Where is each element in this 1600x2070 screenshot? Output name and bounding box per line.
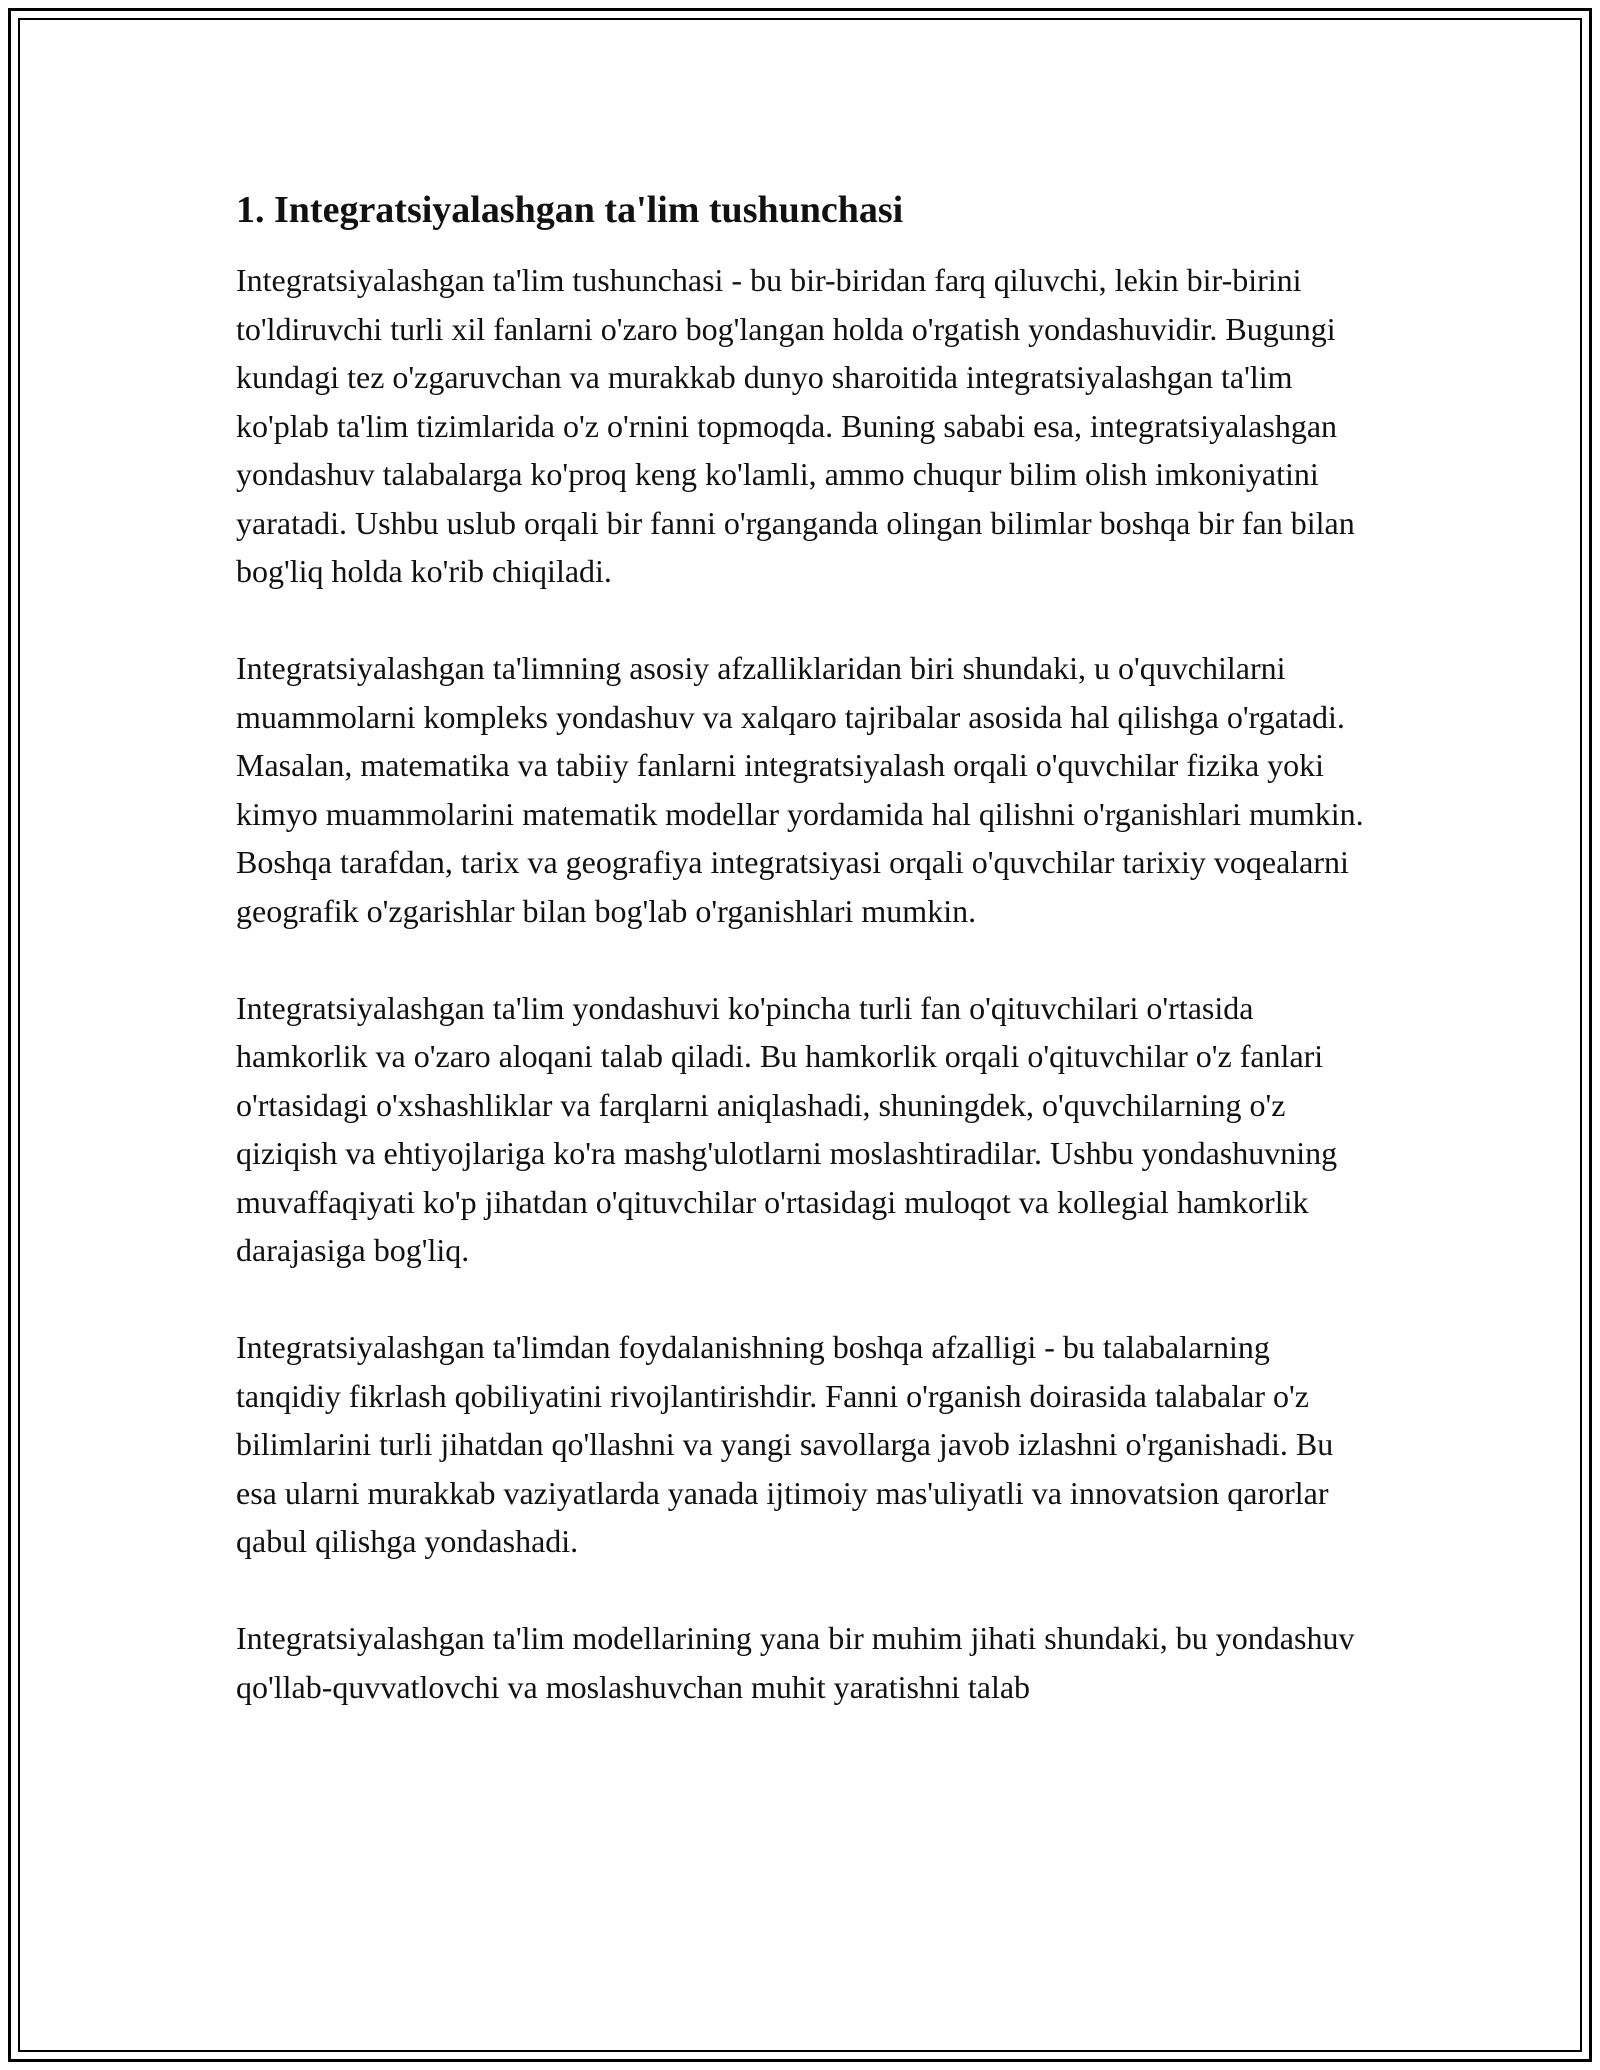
paragraph-2: Integratsiyalashgan ta'limning asosiy afzalliklaridan biri shundaki, u o'quvchilarni muammolarni kompleks yondashuv va xalqaro tajribalar asosida hal qilishga o'rgatadi. Masalan, matematika va tabiiy fanlarni integratsiyalash orqali o'quvchilar fizika yoki kimyo muammolarini matematik modellar yordamida hal qilishni o'rganishlari mumkin. Boshqa tarafdan, tarix va geografiya integratsiyasi orqali o'quvchilar tarixiy voqealarni geografik o'zgarishlar bilan bog'lab o'rganishlari mumkin. [236,650,1364,929]
paragraph-1: Integratsiyalashgan ta'lim tushunchasi - bu bir-biridan farq qiluvchi, lekin bir-birini to'ldiruvchi turli xil fanlarni o'zaro bog'langan holda o'rgatish yondashuvidir. Bugungi kundagi tez o'zgaruvchan va murakkab dunyo sharoitida integratsiyalashgan ta'lim ko'plab ta'lim tizimlarida o'z o'rnini topmoqda. Buning sababi esa, integratsiyalashgan yondashuv talabalarga ko'proq keng ko'lamli, ammo chuqur bilim olish imkoniyatini yaratadi. Ushbu uslub orqali bir fanni o'rganganda olingan bilimlar boshqa bir fan bilan bog'liq holda ko'rib chiqiladi. [236,262,1355,589]
section-heading: 1. Integratsiyalashgan ta'lim tushunchasi [236,189,904,231]
paragraph-3: Integratsiyalashgan ta'lim yondashuvi ko'pincha turli fan o'qituvchilari o'rtasida hamkorlik va o'zaro aloqani talab qiladi. Bu hamkorlik orqali o'qituvchilar o'z fanlari o'rtasidagi o'xshashliklar va farqlarni aniqlashadi, shuningdek, o'quvchilarning o'z qiziqish va ehtiyojlariga ko'ra mashg'ulotlarni moslashtiradilar. Ushbu yondashuvning muvaffaqiyati ko'p jihatdan o'qituvchilar o'rtasidagi muloqot va kollegial hamkorlik darajasiga bog'liq. [236,989,1338,1268]
paragraph-5: Integratsiyalashgan ta'lim modellarining yana bir muhim jihati shundaki, bu yondashuv qo'llab-quvvatlovchi va moslashuvchan muhit yaratishni talab [236,1620,1355,1705]
document-body [236,186,1366,1760]
paragraph-4: Integratsiyalashgan ta'limdan foydalanishning boshqa afzalligi - bu talabalarning tanqidiy fikrlash qobiliyatini rivojlantirishdir. Fanni o'rganish doirasida talabalar o'z bilimlarini turli jihatdan qo'llashni va yangi savollarga javob izlashni o'rganishadi. Bu esa ularni murakkab vaziyatlarda yanada ijtimoiy mas'uliyatli va innovatsion qarorlar qabul qilishga yondashadi. [236,1329,1334,1559]
